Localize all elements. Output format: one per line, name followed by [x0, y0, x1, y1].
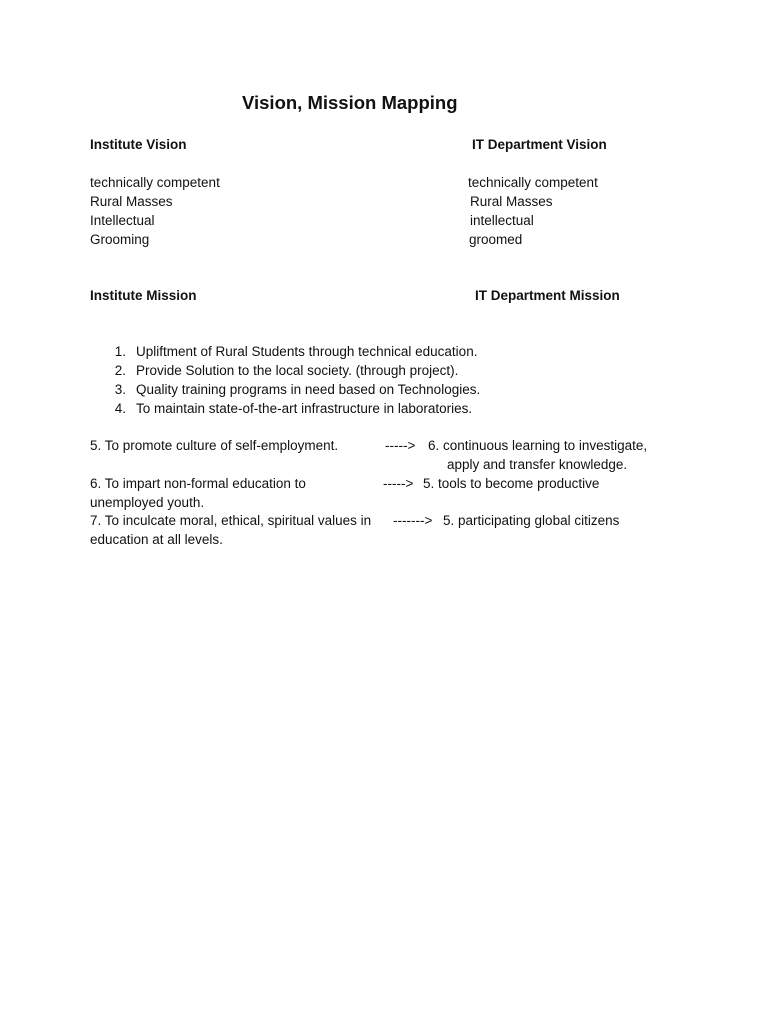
list-item-number: 3. — [114, 382, 126, 397]
mapping-arrow: -----> — [385, 438, 416, 453]
department-vision-item: Rural Masses — [470, 194, 553, 209]
mapping-right-text: 5. participating global citizens — [443, 513, 620, 528]
department-mission-heading: IT Department Mission — [475, 288, 620, 303]
institute-vision-item: technically competent — [90, 175, 220, 190]
mapping-left-text: education at all levels. — [90, 532, 223, 547]
institute-vision-item: Rural Masses — [90, 194, 173, 209]
department-vision-heading: IT Department Vision — [472, 137, 607, 152]
department-vision-item: intellectual — [470, 213, 534, 228]
mapping-arrow: -----> — [383, 476, 414, 491]
mapping-right-text: apply and transfer knowledge. — [447, 457, 628, 472]
mapping-left-text: unemployed youth. — [90, 495, 205, 510]
institute-vision-heading: Institute Vision — [90, 137, 187, 152]
institute-mission-heading: Institute Mission — [90, 288, 197, 303]
mapping-left-text: 5. To promote culture of self-employment. — [90, 438, 339, 453]
list-item: Upliftment of Rural Students through technical education. — [136, 344, 478, 359]
institute-vision-item: Grooming — [90, 232, 150, 247]
mapping-left-text: 6. To impart non-formal education to — [90, 476, 306, 491]
list-item: Provide Solution to the local society. (through project). — [136, 363, 459, 378]
institute-vision-item: Intellectual — [90, 213, 155, 228]
list-item-number: 1. — [114, 344, 126, 359]
department-vision-item: technically competent — [468, 175, 598, 190]
list-item: Quality training programs in need based on Technologies. — [136, 382, 481, 397]
mapping-left-text: 7. To inculcate moral, ethical, spiritual values in — [90, 513, 372, 528]
list-item-number: 2. — [114, 363, 126, 378]
mapping-arrow: -------> — [393, 513, 433, 528]
mapping-right-text: 6. continuous learning to investigate, — [428, 438, 648, 453]
mapping-right-text: 5. tools to become productive — [423, 476, 600, 491]
department-vision-item: groomed — [469, 232, 523, 247]
list-item-number: 4. — [114, 401, 126, 416]
page-title: Vision, Mission Mapping — [242, 92, 458, 113]
list-item: To maintain state-of-the-art infrastructure in laboratories. — [136, 401, 473, 416]
